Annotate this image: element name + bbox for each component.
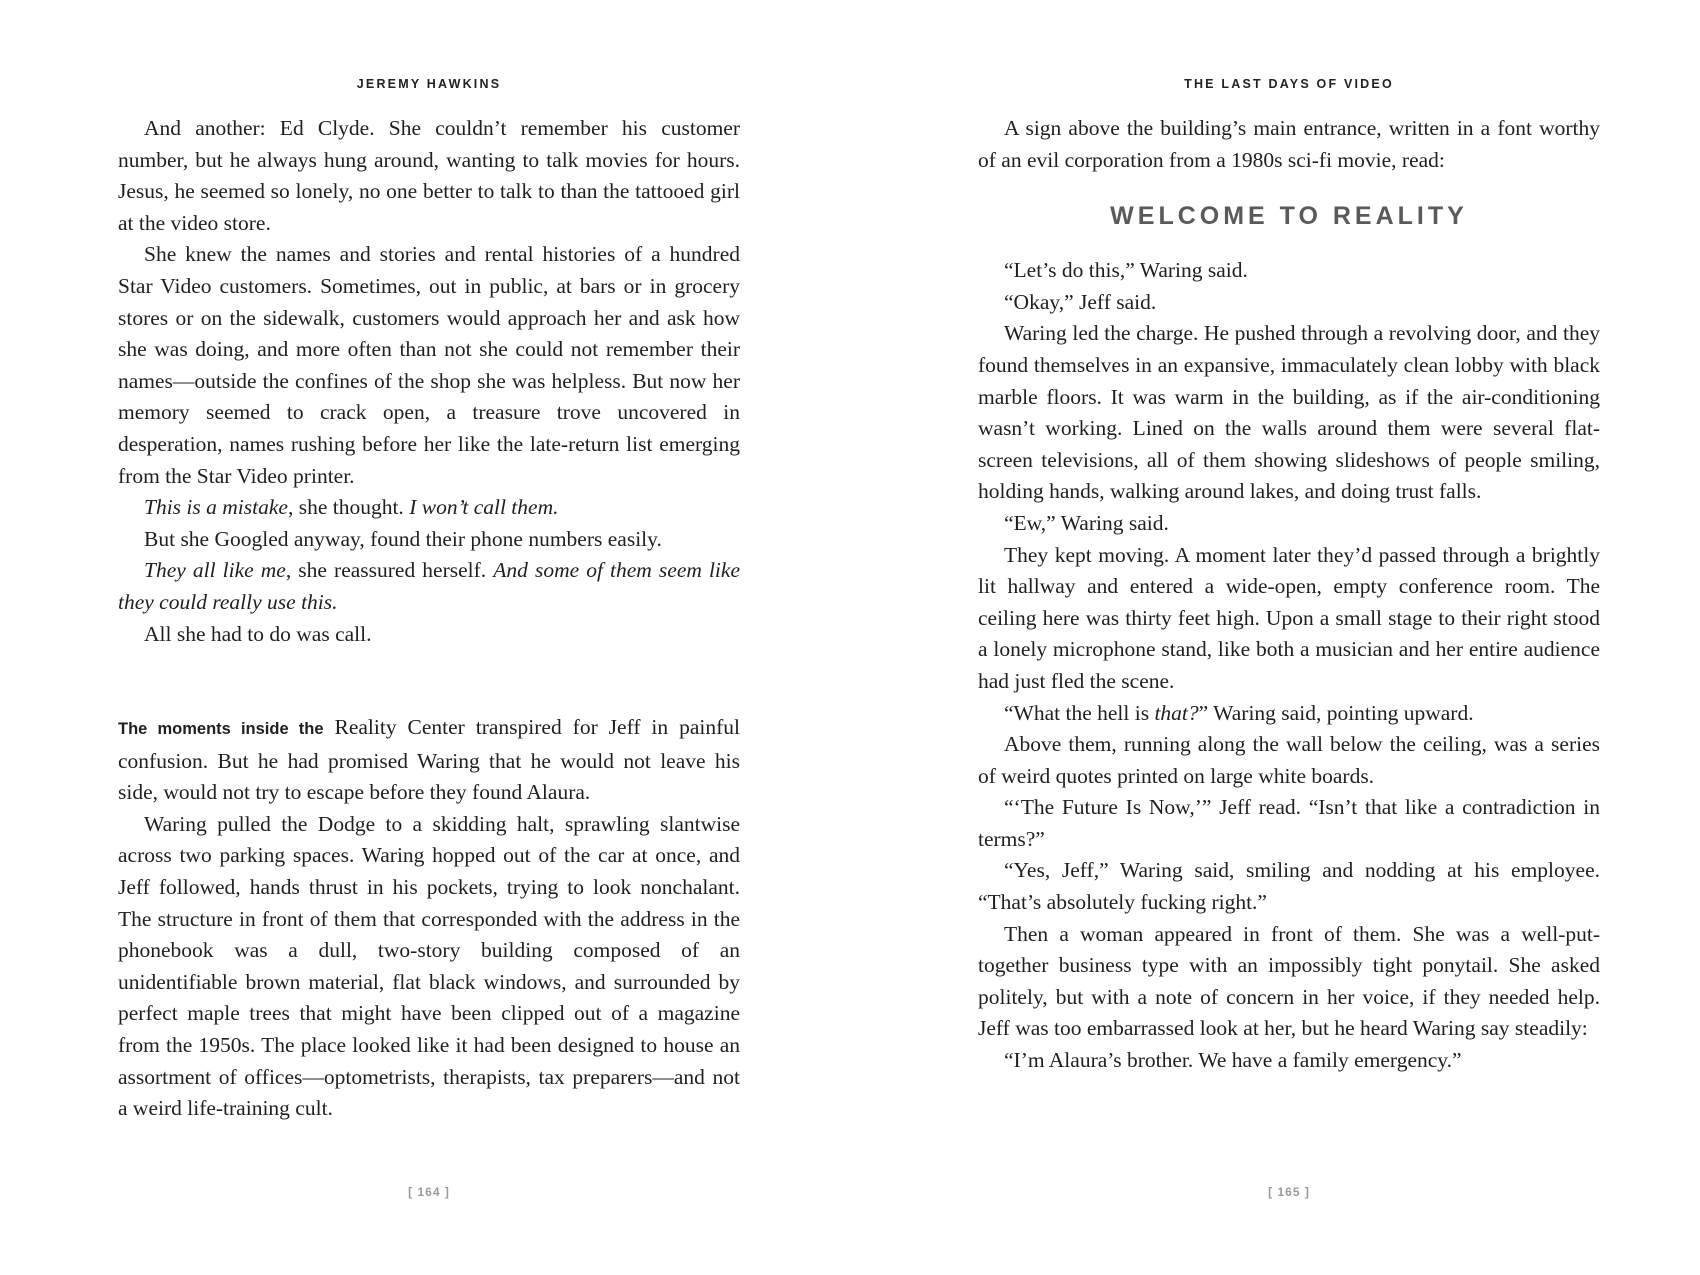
- text-run: “What the hell is: [1004, 700, 1155, 725]
- sign-text: WELCOME TO REALITY: [1110, 202, 1468, 231]
- italic-thought: I won’t call them.: [409, 495, 559, 520]
- paragraph: Above them, running along the wall below the ceiling, was a series of weird quotes printed on large white boards.: [978, 732, 1600, 788]
- page-number: [ 165 ]: [1268, 1185, 1310, 1199]
- paragraph: Then a woman appeared in front of them. She was a well-put-together business type with an impossibly tight ponytail. She asked politely, but with a note of concern in her voice, if they needed help. Jeff was too embarrassed look at her, but he heard Waring say steadily:: [978, 921, 1600, 1041]
- paragraph: But she Googled anyway, found their phone numbers easily.: [144, 526, 662, 551]
- left-page: [118, 0, 740, 1275]
- paragraph: A sign above the building’s main entrance, written in a font worthy of an evil corporation from a 1980s sci-fi movie, read:: [978, 116, 1600, 172]
- run-in-heading: The moments inside the: [118, 720, 324, 739]
- italic-word: that?: [1154, 700, 1199, 725]
- right-page: [978, 0, 1600, 1275]
- paragraph: “Ew,” Waring said.: [1004, 510, 1169, 535]
- text-run: , she thought.: [287, 495, 410, 520]
- right-page-body: [978, 113, 1600, 1077]
- italic-thought: This is a mistake: [144, 495, 288, 520]
- running-head-author: JEREMY HAWKINS: [356, 77, 502, 91]
- paragraph: “Okay,” Jeff said.: [1004, 289, 1157, 314]
- paragraph: And another: Ed Clyde. She couldn’t remember his customer number, but he always hung around, wanting to talk movies for hours. Jesus, he seemed so lonely, no one better to talk to than the tattooed girl at the video store.: [118, 116, 740, 235]
- paragraph: [118, 492, 740, 524]
- text-run: , she reassured herself.: [285, 558, 494, 583]
- paragraph: She knew the names and stories and rental histories of a hundred Star Video customers. Sometimes, out in public, at bars or in grocery stores or on the sidewalk, customers would approach her and ask how she was doing, and more often than not she could not remember their names—outside the confines of the shop she was helpless. But now her memory seemed to crack open, a treasure trove uncovered in desperation, names rushing before her like the late-return list emerging from the Star Video printer.: [118, 242, 740, 488]
- paragraph: “‘The Future Is Now,’” Jeff read. “Isn’t that like a contradiction in terms?”: [978, 795, 1600, 851]
- running-head-title: THE LAST DAYS OF VIDEO: [1184, 77, 1394, 91]
- paragraph: “Yes, Jeff,” Waring said, smiling and nodding at his employee. “That’s absolutely fucking right.”: [978, 858, 1600, 915]
- paragraph: Waring pulled the Dodge to a skidding halt, sprawling slantwise across two parking spaces. Waring hopped out of the car at once, and Jeff followed, hands thrust in his pockets, trying to look nonchalant. The structure in front of them that corresponded with the address in the phonebook was a dull, two-story building composed of an unidentifiable brown material, flat black windows, and surrounded by perfect maple trees that might have been clipped out of a magazine from the 1950s. The place looked like it had been designed to house an assortment of offices—optometrists, therapists, tax preparers—and not a weird life-training cult.: [118, 811, 740, 1121]
- paragraph: [978, 698, 1600, 730]
- text-run: Reality Center transpired for Jeff in painful confusion. But he had promised Waring that he would not leave his side, would not try to escape before they found Alaura.: [118, 715, 740, 805]
- italic-thought: They all like me: [144, 558, 286, 583]
- section-opening-paragraph: [118, 712, 740, 809]
- paragraph: Waring led the charge. He pushed through a revolving door, and they found themselves in an expansive, immaculately clean lobby with black marble floors. It was warm in the building, as if the air-conditioning wasn’t working. Lined on the walls around them were several flat-screen televisions, all of them showing slideshows of people smiling, holding hands, walking around lakes, and doing trust falls.: [978, 321, 1600, 504]
- paragraph: “Let’s do this,” Waring said.: [1004, 258, 1248, 283]
- left-page-body: [118, 113, 740, 1125]
- section-break: [118, 650, 740, 712]
- paragraph: “I’m Alaura’s brother. We have a family emergency.”: [1004, 1048, 1462, 1073]
- italic-thought: And some of them seem like they could really use this.: [118, 558, 740, 614]
- page-number: [ 164 ]: [408, 1185, 450, 1199]
- paragraph: [118, 555, 740, 618]
- paragraph: All she had to do was call.: [144, 621, 372, 646]
- text-run: ” Waring said, pointing upward.: [1198, 700, 1474, 725]
- paragraph: They kept moving. A moment later they’d passed through a brightly lit hallway and entered a wide-open, empty conference room. The ceiling here was thirty feet high. Upon a small stage to their right stood a lonely microphone stand, like both a musician and her entire audience had just fled the scene.: [978, 542, 1600, 693]
